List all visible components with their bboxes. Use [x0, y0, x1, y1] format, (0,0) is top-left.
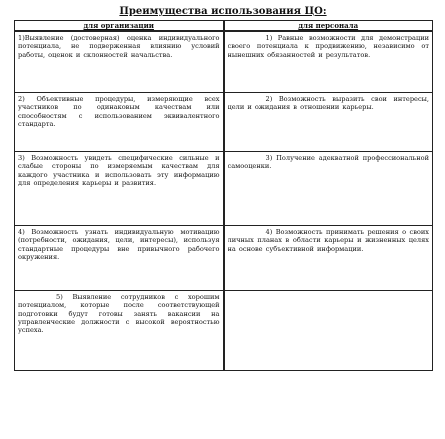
org-cell-text: 3) Возможность увидеть специфические сильные и слабые стороны по измеряемым качествам для каждого участника и использовать эту информацию для определения карьеры и развития. — [18, 154, 220, 187]
org-cell-text: 1)Выявление (достоверная) оценка индивидуального потенциала, не подверженная влиянию условий работы, оценок и склонностей начальства. — [18, 34, 220, 59]
column-header-organization: для организации — [15, 21, 224, 32]
table-row — [15, 31, 433, 93]
table-header-row — [15, 21, 433, 32]
org-cell — [15, 31, 224, 93]
org-cell — [15, 152, 224, 226]
staff-cell — [224, 93, 433, 152]
table-row — [15, 152, 433, 226]
org-cell — [15, 226, 224, 291]
staff-cell — [224, 152, 433, 226]
staff-cell-text: 4) Возможность принимать решения о своих личных планах в области карьеры и жизненных целях на основе субъективной информации. — [227, 228, 429, 253]
org-cell-text: 2) Объективные процедуры, измеряющие всех участников по одинаковым качествам или способностям с использованием эквивалентного стандарта. — [18, 95, 220, 128]
staff-cell — [224, 291, 433, 371]
table-row — [15, 226, 433, 291]
table-row — [15, 291, 433, 371]
org-cell-text: 5) Выявление сотрудников с хорошим потенциалом, которые после соответствующей подготовки будут готовы занять вакансии на управленческие должности с высокой вероятностью успеха. — [18, 293, 220, 335]
staff-cell — [224, 31, 433, 93]
column-header-personnel: для персонала — [224, 21, 433, 32]
org-cell-text: 4) Возможность узнать индивидуальную мотивацию (потребности, ожидания, цели, интересы), используя стандартные процедуры вне привычного рабочего окружения. — [18, 228, 220, 261]
staff-cell-text: 1) Равные возможности для демонстрации своего потенциала к продвижению, независимо от нынешних обязанностей и результатов. — [227, 34, 429, 59]
document-title-text: Преимущества использования ЦО: — [119, 6, 327, 17]
org-cell — [15, 93, 224, 152]
staff-cell — [224, 226, 433, 291]
document-title — [14, 6, 432, 18]
staff-cell-text: 3) Получение адекватной профессиональной самооценки. — [227, 154, 429, 171]
advantages-table — [14, 20, 433, 371]
staff-cell-text: 2) Возможность выразить свои интересы, цели и ожидания в отношении карьеры. — [227, 95, 429, 112]
table-row — [15, 93, 433, 152]
org-cell — [15, 291, 224, 371]
